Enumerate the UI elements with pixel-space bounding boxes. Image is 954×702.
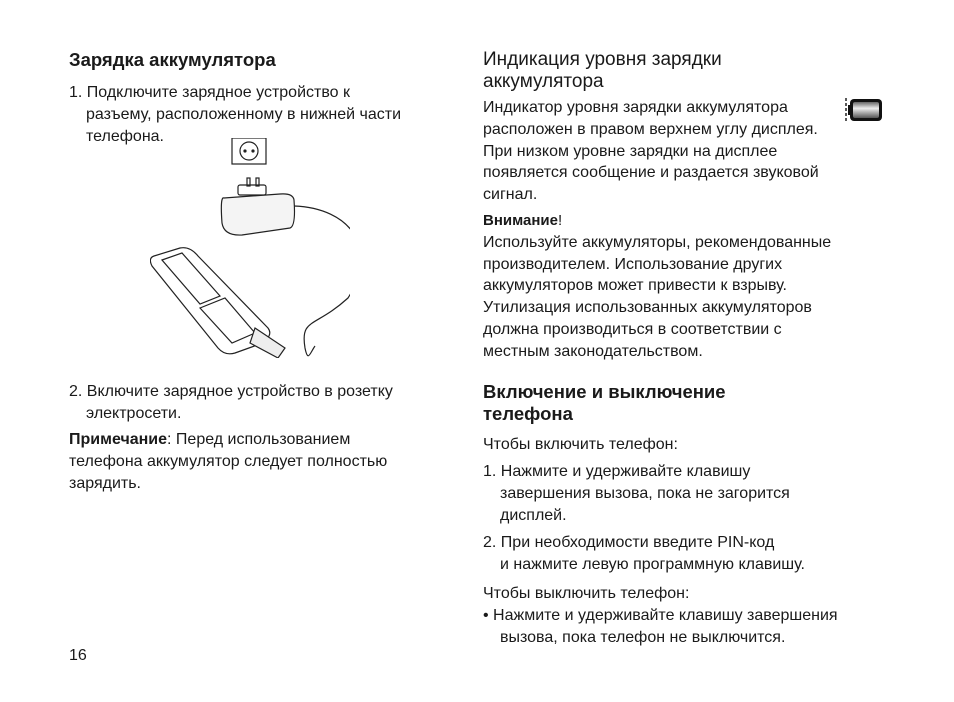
text-line: аккумуляторов может привести к взрыву. bbox=[483, 277, 787, 295]
power-on-step-1 bbox=[483, 461, 790, 526]
text-line: 1. Подключите зарядное устройство к bbox=[69, 84, 351, 101]
step-2 bbox=[69, 381, 393, 425]
text-line: должна производиться в соответствии с bbox=[483, 320, 782, 338]
text-line: Индикация уровня зарядки bbox=[483, 49, 722, 70]
power-on-intro: Чтобы включить телефон: bbox=[483, 436, 678, 453]
text-line: разъему, расположенному в нижней части bbox=[86, 105, 402, 123]
text-line: дисплей. bbox=[500, 506, 567, 524]
text-line: При низком уровне зарядки на дисплее bbox=[483, 142, 778, 160]
section-title-power bbox=[483, 381, 726, 424]
text-line: телефона bbox=[483, 402, 573, 424]
note bbox=[69, 429, 387, 494]
text-line: : Перед использованием bbox=[167, 431, 351, 448]
text-line: телефона. bbox=[86, 127, 164, 145]
text-line: завершения вызова, пока не загорится bbox=[500, 484, 790, 502]
section-title-charging: Зарядка аккумулятора bbox=[69, 49, 276, 70]
text-line: Утилизация использованных аккумуляторов bbox=[483, 299, 812, 317]
text-line: появляется сообщение и раздается звуковой bbox=[483, 164, 819, 182]
power-off-bullet bbox=[483, 605, 838, 649]
battery-indicator-text bbox=[483, 97, 819, 206]
text-line: электросети. bbox=[86, 404, 182, 422]
power-off-intro: Чтобы выключить телефон: bbox=[483, 585, 690, 602]
warning-mark: ! bbox=[557, 212, 563, 229]
text-line: производителем. Использование других bbox=[483, 255, 783, 273]
text-line: расположен в правом верхнем углу дисплея. bbox=[483, 120, 818, 138]
text-line: Индикатор уровня зарядки аккумулятора bbox=[483, 99, 788, 116]
text-line: зарядить. bbox=[69, 474, 141, 492]
text-line: и нажмите левую программную клавишу. bbox=[500, 555, 805, 573]
charger-illustration bbox=[150, 138, 350, 358]
page-number: 16 bbox=[69, 647, 87, 664]
text-line: Включение и выключение bbox=[483, 381, 726, 402]
text-line: аккумулятора bbox=[483, 71, 604, 92]
battery-icon bbox=[843, 96, 885, 124]
text-line: местным законодательством. bbox=[483, 342, 703, 360]
warning-label: Внимание bbox=[483, 212, 558, 229]
note-label: Примечание bbox=[69, 431, 168, 448]
text-line: 2. Включите зарядное устройство в розетку bbox=[69, 383, 393, 400]
text-line: Используйте аккумуляторы, рекомендованные bbox=[483, 233, 832, 251]
text-line: 2. При необходимости введите PIN-код bbox=[483, 534, 775, 551]
warning bbox=[483, 210, 831, 363]
section-title-battery-indicator bbox=[483, 49, 722, 93]
text-line: телефона аккумулятор следует полностью bbox=[69, 452, 388, 470]
text-line: 1. Нажмите и удерживайте клавишу bbox=[483, 463, 751, 480]
text-line: сигнал. bbox=[483, 186, 538, 204]
text-line: вызова, пока телефон не выключится. bbox=[500, 628, 786, 646]
power-on-step-2 bbox=[483, 532, 805, 576]
text-line: • Нажмите и удерживайте клавишу завершения bbox=[483, 607, 838, 624]
